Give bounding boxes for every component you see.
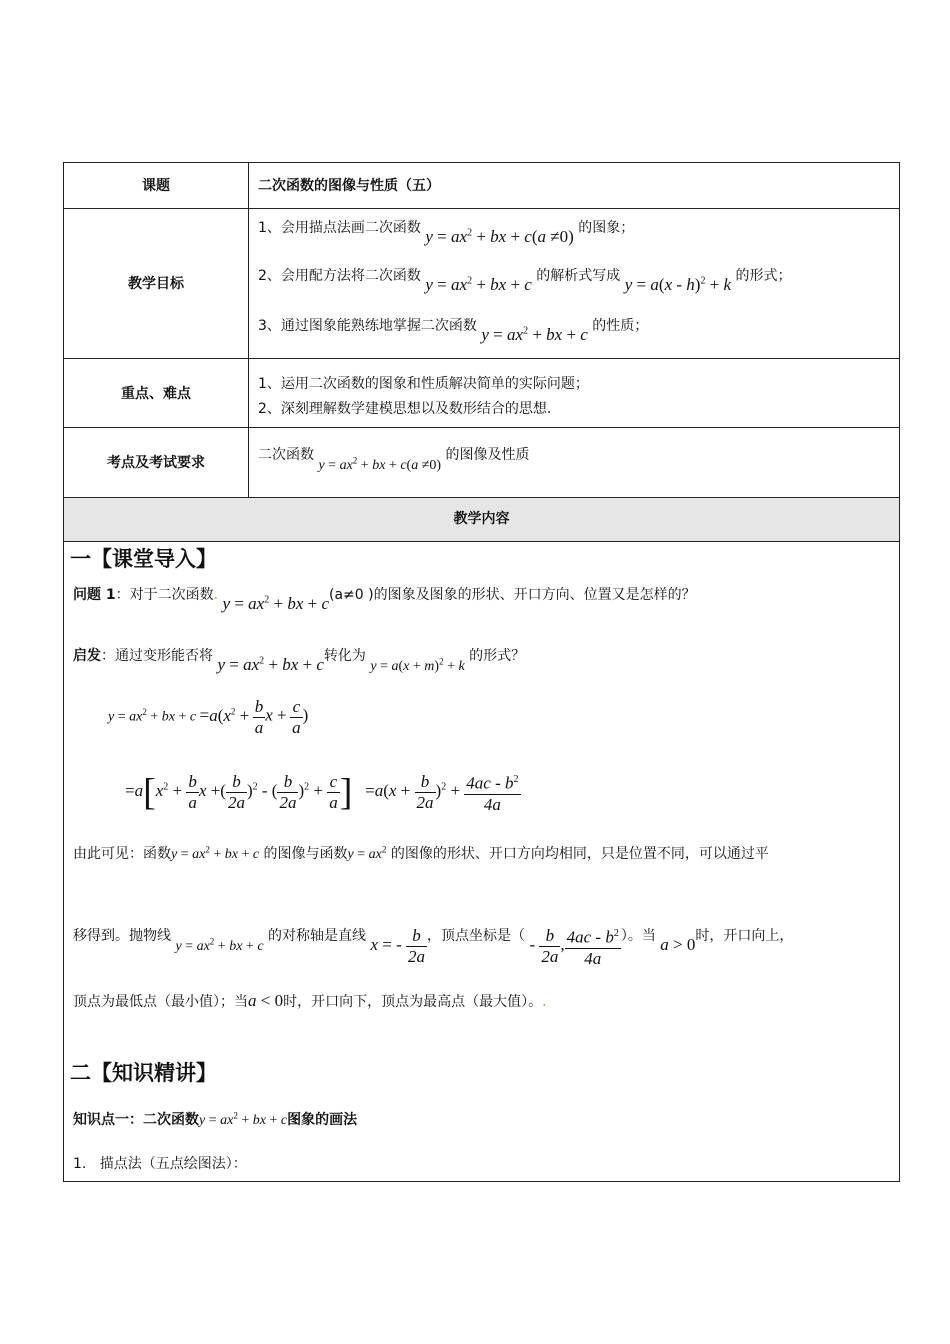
q1-label: 问题 1 <box>73 587 116 603</box>
q1-pre: ：对于二次函数 <box>115 587 214 603</box>
para1-b: 的图像与函数 <box>263 846 348 862</box>
table-border-right <box>899 162 900 1182</box>
formula-simple: $y = ax^2$ <box>347 844 387 862</box>
goals-label: 教学目标 <box>128 276 184 292</box>
kp1-post: 图象的画法 <box>287 1112 358 1128</box>
exam-label: 考点及考试要求 <box>107 455 205 471</box>
table-row-divider <box>63 541 900 542</box>
hint-post: 的形式？ <box>469 648 526 664</box>
table-col-divider <box>248 162 249 497</box>
goal2-mid: 的解析式写成 <box>536 268 621 284</box>
q1-post: 的图象及图象的形状、开口方向、位置又是怎样的？ <box>373 587 696 603</box>
hint-pre: ：通过变形能否将 <box>101 648 213 664</box>
para3-dot: . <box>542 994 547 1010</box>
formula-general: $y = ax^2$ + bx + c(a ≠0) <box>318 455 442 473</box>
axis-of-symmetry: x = - $\frac{b}{2a}$ <box>370 925 425 966</box>
content-header: 教学内容 <box>453 511 510 527</box>
hint-mid: 转化为 <box>323 648 366 664</box>
para1-a: 由此可见：函数 <box>73 846 171 862</box>
table-border-top <box>63 162 900 163</box>
exam-post: 的图像及性质 <box>445 447 530 463</box>
formula-standard: $y = ax^2$ + bx + c <box>222 594 329 613</box>
para2-a: 移得到。抛物线 <box>73 928 171 945</box>
question-1: 问题 1：对于二次函数. $y = ax^2$ + bx + c(a≠0 )的图象及图象的形状、开口方向、位置又是怎样的？ <box>73 587 696 613</box>
key-label: 重点、难点 <box>121 386 191 402</box>
table-row-divider <box>63 208 900 209</box>
para3-a: 顶点为最低点（最小值）；当 <box>73 994 248 1010</box>
goal1-text: 1、会用描点法画二次函数 <box>258 220 421 236</box>
item-1: 1. 描点法（五点绘图法）： <box>73 1156 247 1172</box>
table-row-divider <box>63 427 900 428</box>
exam-value <box>258 444 530 473</box>
q1-cond: (a≠0 ) <box>329 587 374 603</box>
topic-value: 二次函数的图像与性质（五） <box>258 178 440 194</box>
para3-b: 时，开口向下，顶点为最高点（最大值）。 <box>283 994 543 1010</box>
formula-standard: $y = ax^2$ + bx + c <box>199 1110 288 1128</box>
goal-1 <box>258 217 635 246</box>
formula-standard: $y = ax^2$ + bx + c <box>217 655 324 674</box>
para1-c: 的图像的形状、开口方向均相同，只是位置不同，可以通过平 <box>390 846 769 862</box>
section1-heading: 一【课堂导入】 <box>70 547 217 571</box>
kp1-pre: 知识点一：二次函数 <box>73 1112 199 1128</box>
derivation-line-1: $y = ax^2$ + bx + $c =a(x^2$ + $\frac{b}{a}$ x + $\frac{c}{a}$ ) <box>108 697 309 737</box>
key-point-2: 2、深刻理解数学建模思想以及数形结合的思想. <box>258 401 552 417</box>
formula-vertex-m: $y = a(x + m)^2 + k$ <box>370 656 465 674</box>
goal2-text: 2、会用配方法将二次函数 <box>258 268 421 284</box>
para2-b: 的对称轴是直线 <box>268 928 366 945</box>
para2-c: ，顶点坐标是（ <box>427 928 525 945</box>
topic-label: 课题 <box>142 178 170 194</box>
formula-vertex: y = a(x - h)$^2$ + k <box>624 275 732 294</box>
para2-d: ）。当 <box>620 928 656 945</box>
condition-a-negative: a < 0 <box>248 991 284 1010</box>
para2-e: 时，开口向上， <box>695 928 794 945</box>
table-border-bottom <box>63 1181 900 1182</box>
formula-general: $y = ax^2$ + bx + c(a ≠0) <box>425 227 574 246</box>
key-point-1: 1、运用二次函数的图象和性质解决简单的实际问题； <box>258 376 589 392</box>
goal3-text: 3、通过图象能熟练地掌握二次函数 <box>258 318 477 334</box>
formula-standard: $y = ax^2$ + bx + c <box>425 275 532 294</box>
condition-a-positive: a > 0 <box>660 935 696 955</box>
para-1 <box>73 843 769 863</box>
exam-pre: 二次函数 <box>258 447 314 463</box>
goal2-post: 的形式； <box>735 268 792 284</box>
formula-standard: $y = ax^2$ + bx + c <box>175 936 264 955</box>
goal-2 <box>258 265 792 294</box>
section2-heading: 二【知识精讲】 <box>70 1061 217 1085</box>
formula-standard: $y = ax^2$ + bx + c <box>171 844 260 862</box>
table-row-divider <box>63 358 900 359</box>
goal-3 <box>258 315 649 344</box>
goal1-post: 的图象； <box>578 220 635 236</box>
para-2 <box>73 914 794 968</box>
formula-standard: $y = ax^2$ + bx + c <box>481 325 588 344</box>
para-3 <box>73 991 547 1011</box>
derivation-line-2: $=a[x^2$ + $\frac{b}{a}$ x +( $\frac{b}{2a}$ )$^2$ - ( $\frac{b}{2a}$ )$^2$ + $\frac{c}{a}$ ] =a(x + $\frac{b}{2a}$ )$^2$ + $\frac{4ac - b^2}{4a}$ <box>125 771 519 814</box>
table-border-left <box>63 162 64 1182</box>
goal3-post: 的性质； <box>592 318 649 334</box>
knowledge-point-1 <box>73 1109 357 1129</box>
vertex-coordinates: - $\frac{b}{2a}$ , $\frac{4ac - b^2}{4a}$ <box>529 925 619 968</box>
hint <box>73 645 526 674</box>
hint-label: 启发 <box>73 648 101 664</box>
